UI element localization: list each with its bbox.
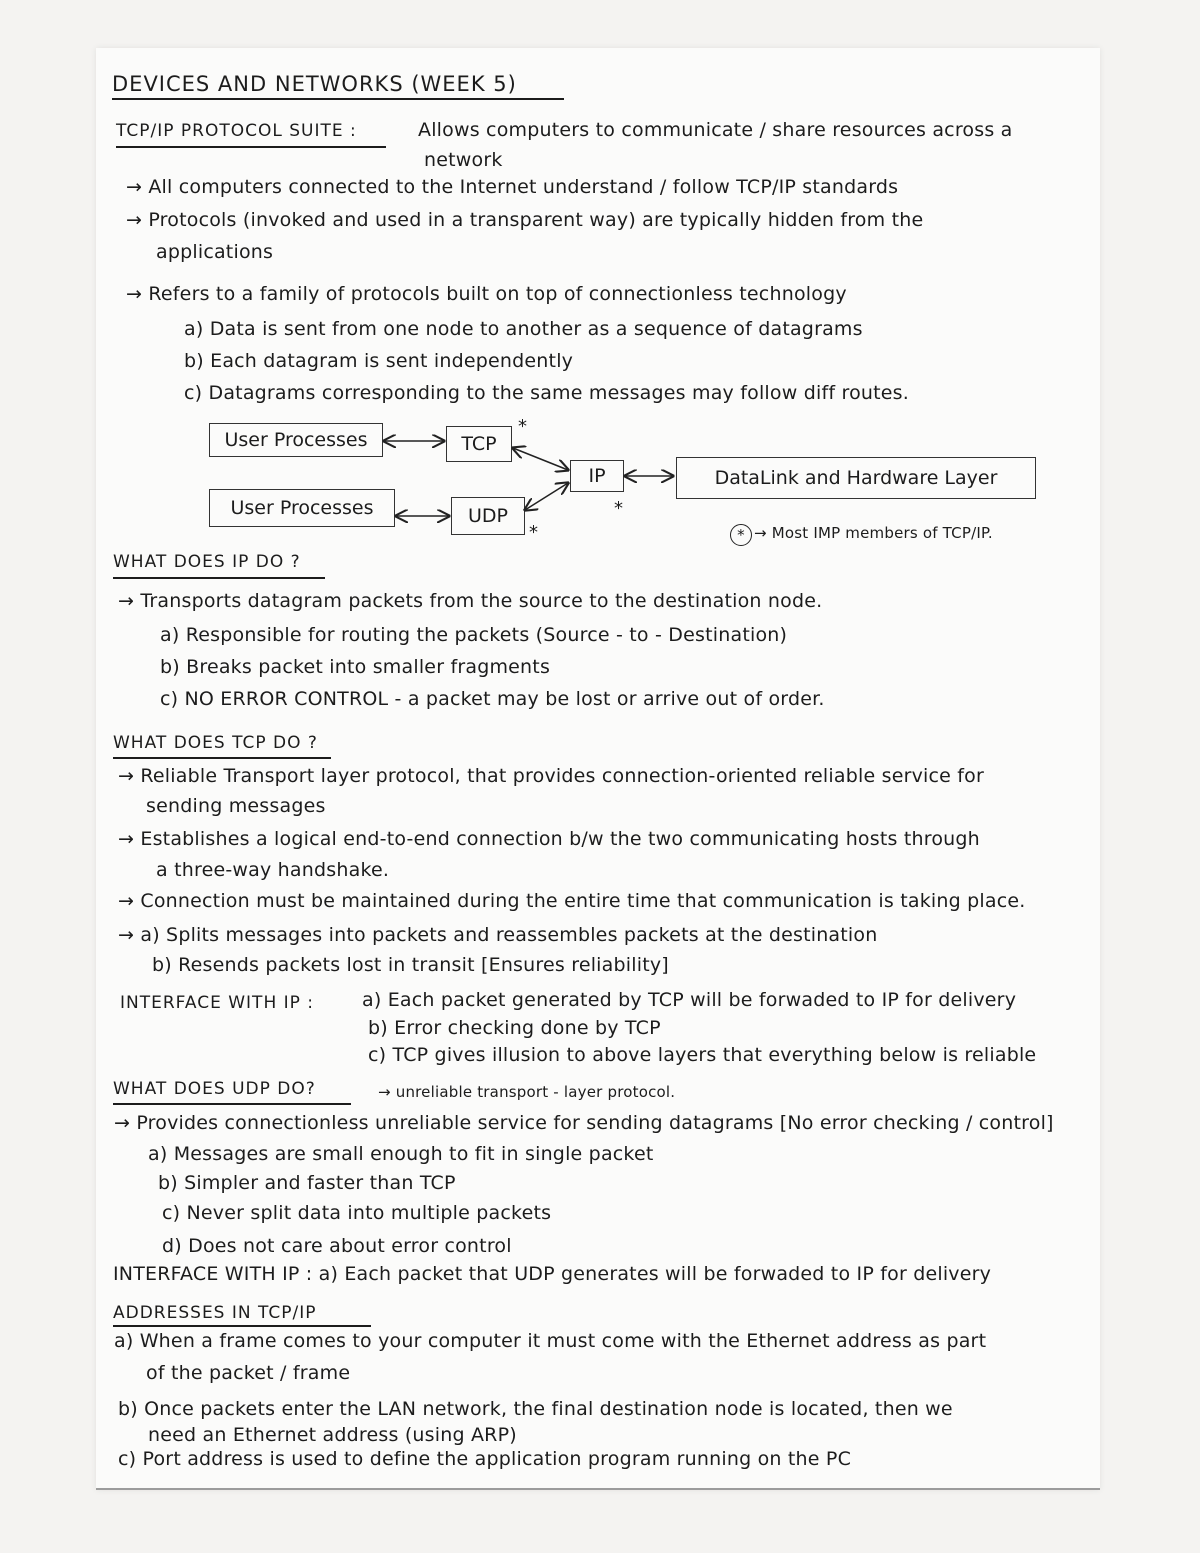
addresses-heading: ADDRESSES IN TCP/IP [113, 1303, 317, 1323]
addresses-item-a-line-2: of the packet / frame [146, 1362, 351, 1384]
tcp-interface-item-a: a) Each packet generated by TCP will be forwaded to IP for delivery [362, 989, 1017, 1011]
ip-item-a: a) Responsible for routing the packets (Source - to - Destination) [160, 624, 788, 646]
legend-text: → Most IMP members of TCP/IP. [754, 524, 993, 542]
suite-heading: TCP/IP PROTOCOL SUITE : [116, 121, 357, 141]
addresses-item-b-line-1: b) Once packets enter the LAN network, the final destination node is located, then we [118, 1398, 953, 1420]
tcp-interface-item-c: c) TCP gives illusion to above layers that everything below is reliable [368, 1044, 1037, 1066]
tcp-box: TCP [446, 426, 512, 462]
udp-note: → unreliable transport - layer protocol. [378, 1083, 676, 1101]
suite-bullet-2-line-1: → Protocols (invoked and used in a transparent way) are typically hidden from the [126, 209, 924, 231]
ip-item-c: c) NO ERROR CONTROL - a packet may be lost or arrive out of order. [160, 688, 825, 710]
suite-bullet-1: → All computers connected to the Internet understand / follow TCP/IP standards [126, 176, 899, 198]
arrow-tcp-ip [513, 448, 568, 470]
suite-item-a: a) Data is sent from one node to another as a sequence of datagrams [184, 318, 863, 340]
suite-definition-line-1: Allows computers to communicate / share resources across a [418, 119, 1013, 141]
user-processes-box-top: User Processes [209, 423, 383, 457]
tcp-star-mark: * [518, 416, 528, 437]
suite-item-c: c) Datagrams corresponding to the same messages may follow diff routes. [184, 382, 910, 404]
suite-bullet-3: → Refers to a family of protocols built on top of connectionless technology [126, 283, 847, 305]
tcp-bullet-2-line-2: a three-way handshake. [156, 859, 390, 881]
udp-bullet-1: → Provides connectionless unreliable service for sending datagrams [No error checking / control] [114, 1112, 1054, 1134]
tcp-bullet-1-line-2: sending messages [146, 795, 326, 817]
tcp-item-b: b) Resends packets lost in transit [Ensures reliability] [152, 954, 669, 976]
udp-star-mark: * [529, 522, 539, 543]
tcp-item-a: → a) Splits messages into packets and reassembles packets at the destination [118, 924, 878, 946]
page-title: DEVICES AND NETWORKS (WEEK 5) [112, 72, 517, 96]
udp-interface-line: INTERFACE WITH IP : a) Each packet that UDP generates will be forwaded to IP for delivery [113, 1263, 992, 1285]
tcp-heading-underline [113, 757, 331, 759]
udp-heading: WHAT DOES UDP DO? [113, 1079, 316, 1099]
ip-box: IP [570, 460, 624, 492]
udp-item-a: a) Messages are small enough to fit in single packet [148, 1143, 654, 1165]
ip-heading: WHAT DOES IP DO ? [113, 552, 301, 572]
udp-heading-underline [113, 1103, 351, 1105]
suite-definition-line-2: network [424, 149, 503, 171]
addresses-heading-underline [113, 1325, 371, 1327]
udp-item-b: b) Simpler and faster than TCP [158, 1172, 456, 1194]
addresses-item-a-line-1: a) When a frame comes to your computer it must come with the Ethernet address as part [114, 1330, 987, 1352]
user-processes-box-bottom: User Processes [209, 489, 395, 527]
datalink-hardware-box: DataLink and Hardware Layer [676, 457, 1036, 499]
udp-box: UDP [451, 497, 525, 535]
arrow-udp-ip [525, 483, 568, 510]
tcp-bullet-1-line-1: → Reliable Transport layer protocol, that provides connection-oriented reliable service for [118, 765, 985, 787]
tcp-interface-label: INTERFACE WITH IP : [120, 993, 315, 1013]
addresses-item-c: c) Port address is used to define the application program running on the PC [118, 1448, 852, 1470]
addresses-item-b-line-2: need an Ethernet address (using ARP) [148, 1424, 517, 1446]
tcp-heading: WHAT DOES TCP DO ? [113, 733, 318, 753]
suite-item-b: b) Each datagram is sent independently [184, 350, 574, 372]
ip-star-mark: * [614, 498, 624, 519]
udp-item-d: d) Does not care about error control [162, 1235, 512, 1257]
tcp-interface-item-b: b) Error checking done by TCP [368, 1017, 661, 1039]
legend-star-circle: * [730, 524, 752, 546]
ip-bullet-1: → Transports datagram packets from the source to the destination node. [118, 590, 823, 612]
udp-item-c: c) Never split data into multiple packets [162, 1202, 552, 1224]
tcp-bullet-2-line-1: → Establishes a logical end-to-end connection b/w the two communicating hosts through [118, 828, 980, 850]
ip-heading-underline [113, 577, 325, 579]
suite-bullet-2-line-2: applications [156, 241, 274, 263]
tcp-bullet-3: → Connection must be maintained during the entire time that communication is taking place. [118, 890, 1026, 912]
ip-item-b: b) Breaks packet into smaller fragments [160, 656, 551, 678]
